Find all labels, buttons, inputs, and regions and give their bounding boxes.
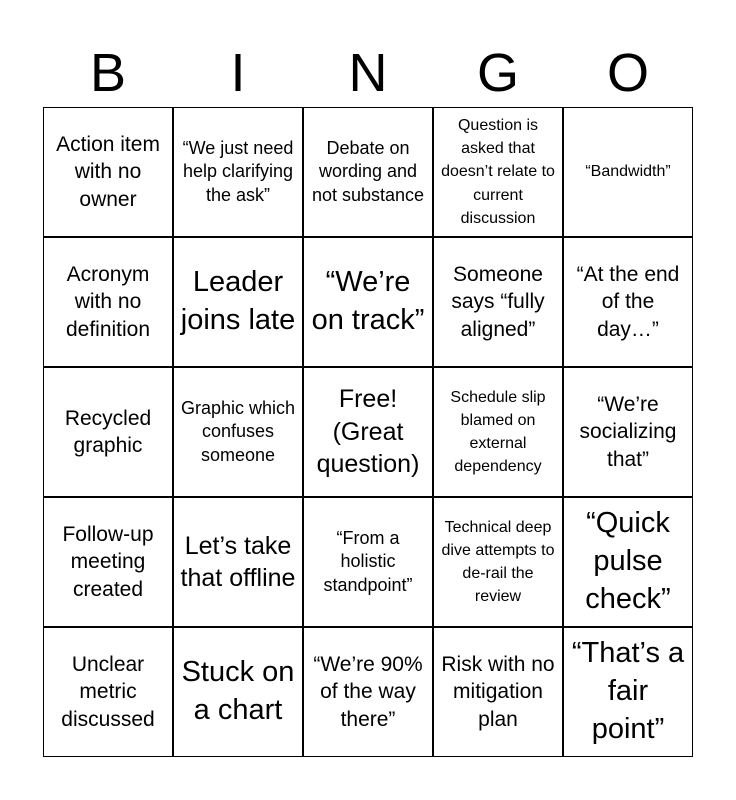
bingo-cell-r1-c3[interactable] (303, 107, 433, 237)
bingo-cell-r4-c2[interactable] (173, 497, 303, 627)
cell-text: Technical deep dive attempts to de-rail the review (441, 518, 555, 606)
cell-text: Action item with no owner (56, 133, 160, 211)
cell-text: “At the end of the day…” (576, 263, 680, 341)
cell-text: Unclear metric discussed (61, 653, 155, 731)
cell-text: “We’re socializing that” (579, 393, 677, 471)
cell-text: Risk with no mitigation plan (441, 653, 555, 731)
header-letter-o: O (606, 43, 649, 103)
cell-text: “We just need help clarifying the ask” (182, 137, 294, 205)
header-letter-n: N (348, 43, 388, 103)
cell-text: Question is asked that doesn’t relate to current discussion (441, 117, 555, 227)
cell-text: Leader joins late (180, 266, 296, 336)
bingo-cell-r2-c3[interactable] (303, 237, 433, 367)
cell-text: Schedule slip blamed on external dependency (450, 388, 546, 476)
cell-text: “We’re on track” (311, 266, 425, 336)
bingo-cell-r3-c3[interactable] (303, 367, 433, 497)
cell-text: “Bandwidth” (585, 163, 671, 181)
cell-text: “That’s a fair point” (571, 637, 685, 745)
bingo-cell-r4-c1[interactable] (43, 497, 173, 627)
bingo-cell-r2-c2[interactable] (173, 237, 303, 367)
cell-text: “From a holistic standpoint” (323, 527, 413, 595)
header-letter-b: B (89, 43, 127, 103)
bingo-cell-r5-c2[interactable] (173, 627, 303, 757)
cell-text: Graphic which confuses someone (180, 397, 296, 465)
bingo-cell-r5-c4[interactable] (433, 627, 563, 757)
cell-text: Acronym with no definition (65, 263, 151, 341)
cell-text: Someone says “fully aligned” (451, 263, 545, 341)
bingo-cell-r1-c1[interactable] (43, 107, 173, 237)
bingo-cell-r2-c5[interactable] (563, 237, 693, 367)
bingo-header (43, 38, 693, 108)
cell-text: “Quick pulse check” (585, 507, 671, 615)
cell-text: Free! (Great question) (316, 385, 420, 479)
header-letter-g: G (476, 43, 519, 103)
bingo-cell-r5-c1[interactable] (43, 627, 173, 757)
cell-text: Debate on wording and not substance (311, 137, 425, 205)
bingo-cell-r2-c1[interactable] (43, 237, 173, 367)
bingo-cell-r3-c1[interactable] (43, 367, 173, 497)
cell-text: “We’re 90% of the way there” (313, 653, 423, 731)
bingo-cell-r3-c2[interactable] (173, 367, 303, 497)
cell-text: Stuck on a chart (181, 656, 295, 726)
cell-text: Follow-up meeting created (62, 523, 154, 601)
bingo-cell-r5-c5[interactable] (563, 627, 693, 757)
header-letter-i: I (230, 43, 246, 103)
cell-text: Recycled graphic (64, 406, 152, 457)
bingo-cell-r4-c3[interactable] (303, 497, 433, 627)
bingo-cell-r5-c3[interactable] (303, 627, 433, 757)
bingo-cell-r1-c5[interactable] (563, 107, 693, 237)
bingo-cell-r4-c5[interactable] (563, 497, 693, 627)
cell-text: Let’s take that offline (180, 531, 296, 592)
bingo-cell-r4-c4[interactable] (433, 497, 563, 627)
bingo-grid (43, 107, 693, 757)
bingo-cell-r3-c4[interactable] (433, 367, 563, 497)
bingo-cell-r1-c4[interactable] (433, 107, 563, 237)
bingo-cell-r1-c2[interactable] (173, 107, 303, 237)
bingo-cell-r2-c4[interactable] (433, 237, 563, 367)
bingo-cell-r3-c5[interactable] (563, 367, 693, 497)
